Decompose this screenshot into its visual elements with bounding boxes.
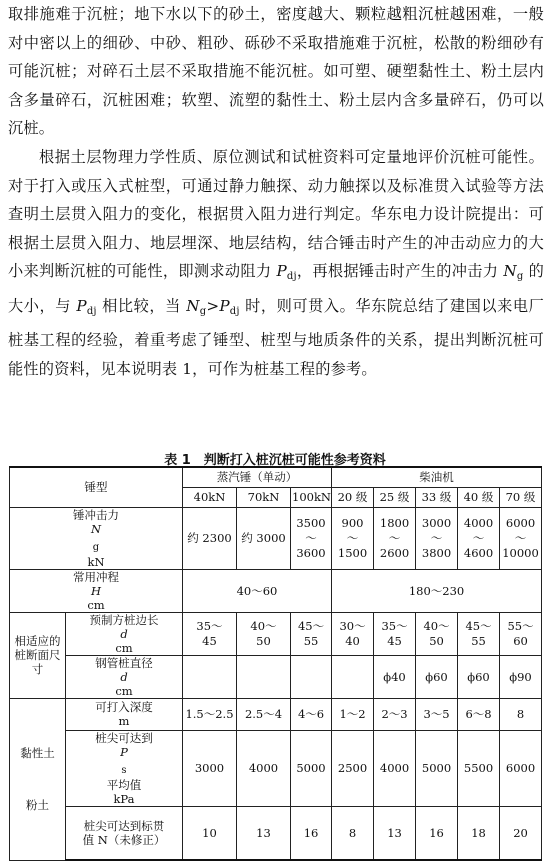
impact-label-text: 锤冲击力 — [73, 507, 119, 522]
d-symbol: d — [120, 669, 128, 684]
stroke-label — [10, 569, 183, 612]
pdj-symbol: P — [76, 296, 87, 315]
hammer-col-header: 40kN — [183, 487, 237, 507]
p2-text-c: 的大小，与 — [8, 262, 544, 315]
ng-subscript: g — [516, 271, 524, 282]
hammer-col-header: 70kN — [237, 487, 291, 507]
table-cell: 2500 — [332, 730, 374, 806]
ng-symbol: N — [90, 521, 102, 536]
section-group-label: 相适应的桩断面尺寸 — [10, 612, 66, 698]
table-cell: 900 ～ 1500 — [332, 507, 374, 569]
p2-text-d: 相比较，当 — [96, 296, 187, 315]
table-cell: 3500 ～ 3600 — [291, 507, 332, 569]
table-cell — [237, 655, 291, 698]
steel-pipe-label: 钢管桩直径 d cm — [66, 655, 183, 698]
stroke-label-text: 常用冲程 — [73, 569, 119, 584]
table-cell — [183, 655, 237, 698]
table-cell: 2.5～4 — [237, 698, 291, 730]
d-symbol: d — [120, 626, 128, 641]
ps-subscript: s — [121, 764, 127, 776]
stroke-unit: cm — [87, 597, 105, 612]
gt-symbol: > — [206, 296, 220, 315]
table-cell: 5000 — [416, 730, 458, 806]
table-cell: 35～ 45 — [183, 612, 237, 655]
diesel-hammer-header: 柴油机 — [332, 467, 542, 487]
table-cell: ϕ60 — [416, 655, 458, 698]
paragraph-2 — [8, 143, 544, 383]
table-cell: 1.5～2.5 — [183, 698, 237, 730]
table-cell: 约 3000 — [237, 507, 291, 569]
table-cell: 4000 — [374, 730, 416, 806]
table-cell: 20 — [500, 806, 542, 860]
table-cell: 55～ 60 — [500, 612, 542, 655]
table-cell: 3000 — [183, 730, 237, 806]
table-cell: 3000 ～ 3800 — [416, 507, 458, 569]
table-cell: 45～ 55 — [458, 612, 500, 655]
table-cell: 1800 ～ 2600 — [374, 507, 416, 569]
stroke-diesel-value: 180～230 — [332, 569, 542, 612]
hammer-col-header: 20 级 — [332, 487, 374, 507]
ng-subscript: g — [199, 305, 207, 317]
depth-label: 可打入深度 m — [66, 698, 183, 730]
table-cell: 3～5 — [416, 698, 458, 730]
hammer-col-header: 40 级 — [458, 487, 500, 507]
table-cell: 4000 — [237, 730, 291, 806]
steam-hammer-header: 蒸汽锤（单动） — [183, 467, 332, 487]
table-cell: 8 — [500, 698, 542, 730]
impact-force-label — [10, 507, 183, 569]
table-cell: ϕ60 — [458, 655, 500, 698]
table-cell: ϕ40 — [374, 655, 416, 698]
p2-text-b: ，再根据锤击时产生的冲击力 — [296, 262, 504, 280]
table-cell: 35～ 45 — [374, 612, 416, 655]
silt-label: 粉土 — [26, 798, 49, 812]
table-cell — [291, 655, 332, 698]
square-pile-label: 预制方桩边长 d cm — [66, 612, 183, 655]
table-cell: 8 — [332, 806, 374, 860]
p2-text-e: 时，则可贯入。华东院总结了建国以来电厂桩基工程的经验，着重考虑了锤型、桩型与地质条件的关系，提出判断沉桩可能性的资料，见本说明表 1，可作为桩基工程的参考。 — [8, 296, 545, 378]
table-cell: 4000 ～ 4600 — [458, 507, 500, 569]
table-cell: 约 2300 — [183, 507, 237, 569]
hammer-col-header: 70 级 — [500, 487, 542, 507]
table-cell: 6000 ～ 10000 — [500, 507, 542, 569]
table-cell: 18 — [458, 806, 500, 860]
pdj-subscript: dj — [286, 271, 297, 282]
impact-unit: kN — [87, 554, 105, 569]
pdj-symbol: P — [276, 262, 287, 280]
soil-type-label — [10, 698, 66, 860]
pdj-subscript: dj — [229, 305, 240, 317]
ps-symbol: P — [120, 744, 128, 759]
hammer-col-header: 33 级 — [416, 487, 458, 507]
tip-resistance-label: 桩尖可达到 P $_s$ 平均值 kPa — [66, 730, 183, 806]
table-cell: 1～2 — [332, 698, 374, 730]
hammer-col-header: 100kN — [291, 487, 332, 507]
table-cell: 13 — [237, 806, 291, 860]
h-symbol: H — [90, 583, 102, 598]
table-cell: 16 — [416, 806, 458, 860]
table-cell: 40～ 50 — [416, 612, 458, 655]
table-cell: 4～6 — [291, 698, 332, 730]
ng-subscript: g — [92, 541, 100, 553]
table-cell: 5000 — [291, 730, 332, 806]
table-cell: 10 — [183, 806, 237, 860]
table-cell: 13 — [374, 806, 416, 860]
p2-text-a: 根据土层物理力学性质、原位测试和试桩资料可定量地评价沉桩可能性。对于打入或压入式桩型，可通过静力触探、动力触探以及标准贯入试验等方法查明土层贯入阻力的变化，根据贯入阻力进行判定。华东电力设计院提出：可根据土层贯入阻力、地层埋深、地层结构，结合锤击时产生的冲击动应力的大小来判断沉桩的可能性，即测求动阻力 — [8, 148, 544, 280]
paragraph-1: 取排施难于沉桩；地下水以下的砂土，密度越大、颗粒越粗沉桩越困难，一般对中密以上的细砂、中砂、粗砂、砾砂不采取措施难于沉桩，松散的粉细砂有可能沉桩；对碎石土层不采取措施不能沉桩。如可塑、硬塑黏性土、粉土层内含多量碎石，沉桩困难；软塑、流塑的黏性土、粉土层内含多量碎石，仍可以沉桩。 — [8, 5, 544, 137]
table-cell: 16 — [291, 806, 332, 860]
pile-driving-table — [9, 466, 542, 861]
ng-symbol: N — [503, 262, 517, 280]
pdj-symbol: P — [219, 296, 230, 315]
table-cell: 30～ 40 — [332, 612, 374, 655]
spt-label: 桩尖可达到标贯 值 N（未修正） — [66, 806, 183, 860]
pdj-subscript: dj — [86, 305, 97, 317]
table-cell: 40～ 50 — [237, 612, 291, 655]
stroke-steam-value: 40～60 — [183, 569, 332, 612]
table-cell: 5500 — [458, 730, 500, 806]
hammer-col-header: 25 级 — [374, 487, 416, 507]
clay-label: 黏性土 — [20, 746, 55, 760]
table-cell: ϕ90 — [500, 655, 542, 698]
table-cell: 2～3 — [374, 698, 416, 730]
table-cell: 45～ 55 — [291, 612, 332, 655]
table-caption: 表 1 判断打入桩沉桩可能性参考资料 — [164, 453, 386, 468]
table-cell: 6000 — [500, 730, 542, 806]
table-cell: 6～8 — [458, 698, 500, 730]
table-cell — [332, 655, 374, 698]
ng-symbol: N — [186, 296, 200, 315]
hammer-type-header: 锤型 — [10, 467, 183, 507]
